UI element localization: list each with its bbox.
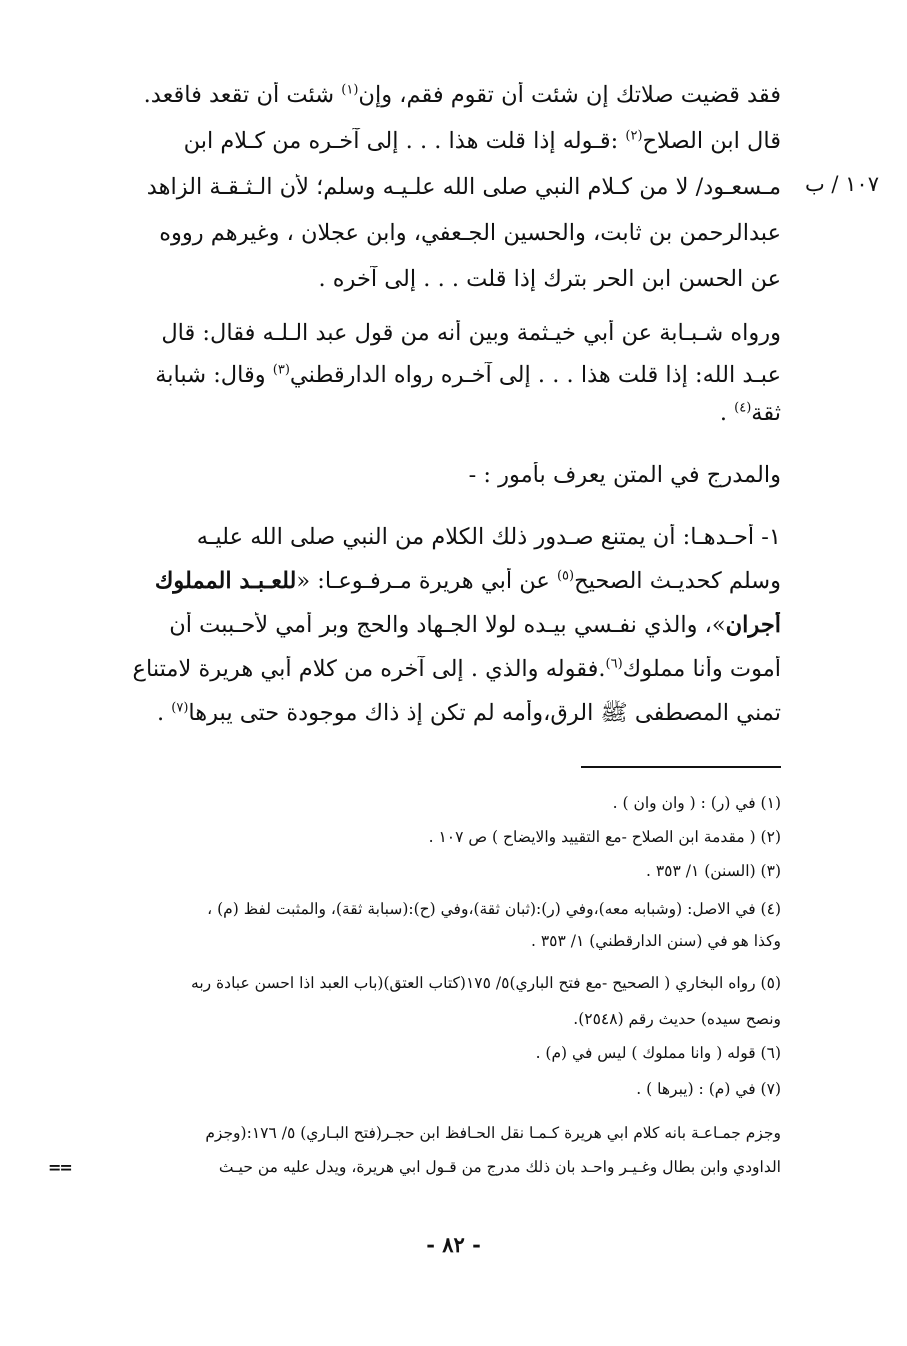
main-line-14-text-a: تمني المصطفى ﷺ الرق،وأمه لم تكن إذ ذاك موجودة حتى يبرها <box>188 700 781 726</box>
main-line-8-text-b: . <box>719 400 735 426</box>
footnote-6: (٦) قوله ( وانا مملوك ) ليس في (م) . <box>535 1044 781 1062</box>
footnote-ref-2[interactable]: (٢) <box>625 128 643 144</box>
main-line-14-text-b: . <box>156 700 172 726</box>
footnote-5: (٥) رواه البخاري ( الصحيح -مع فتح الباري)٥/ ١٧٥(كتاب العتق)(باب العبد اذا احسن عبادة ربه <box>191 974 781 992</box>
hadith-quote-bold-a: للعـبـد المملوك <box>154 568 297 594</box>
main-line-7-text-b: وقال: شبابة <box>155 362 273 388</box>
main-line-6-text: ورواه شـبـابة عن أبي خيـثمة وبين أنه من قول عبد الـلـه فقال: قال <box>161 320 781 346</box>
main-line-11-text-b: عن أبي هريرة مـرفـوعـا: « <box>296 568 557 594</box>
footnote-extra-line-1: وجزم جمـاعـة بانه كلام ابي هريرة كـمـا نقل الحـافظ ابن حجـر(فتح البـاري) ٥/ ١٧٦:(وجزم <box>205 1124 781 1142</box>
footnote-3: (٣) (السنن) ١/ ٣٥٣ . <box>645 862 781 880</box>
footnote-ref-5[interactable]: (٥) <box>556 568 575 584</box>
footnote-5-cont: ونصح سيده) حديث رقم (٢٥٤٨). <box>573 1010 781 1028</box>
continuation-mark: == <box>48 1158 71 1177</box>
main-line-5-text: عن الحسن ابن الحر بترك إذا قلت . . . إلى آخره . <box>318 266 781 292</box>
main-line-13-text-b: .فقوله والذي . إلى آخره من كلام أبي هريرة لامتناع <box>132 656 606 682</box>
footnote-ref-3[interactable]: (٣) <box>272 362 290 378</box>
hadith-quote-bold-b: أجران <box>725 612 781 638</box>
margin-folio-note: ١٠٧ / ب <box>804 172 879 196</box>
main-line-3-text: مـسعـود/ لا من كـلام النبي صلى الله علـيـه وسلم؛ لأن الـثـقـة الزاهد <box>146 174 781 200</box>
main-line-4-text: عبدالرحمن بن ثابت، والحسين الجـعفي، وابن عجلان ، وغيرهم رووه <box>159 220 781 246</box>
footnote-2: (٢) ( مقدمة ابن الصلاح -مع التقييد والايضاح ) ص ١٠٧ . <box>428 828 781 846</box>
footnote-extra-line-2: الداودي وابن بطال وغـيـر واحـد بان ذلك مدرج من قـول ابي هريرة، ويدل عليه من حيـث <box>218 1158 781 1176</box>
main-line-7-text-a: عبـد الله: إذا قلت هذا . . . إلى آخـره رواه الدارقطني <box>289 362 781 388</box>
main-line-11-text-a: وسلم كحديـث الصحيح <box>574 568 781 594</box>
main-line-2-text-b: :قـوله إذا قلت هذا . . . إلى آخـره من كـلام ابن <box>183 128 626 154</box>
footnote-4-cont: وكذا هو في (سنن الدارقطني) ١/ ٣٥٣ . <box>530 932 781 950</box>
footnote-ref-1[interactable]: (١) <box>341 82 359 98</box>
footnote-7: (٧) في (م) : (يبرها ) . <box>636 1080 781 1098</box>
main-line-12-text: »، والذي نفـسي بيـده لولا الجـهاد والحج وبر أمي لأحـببت أن <box>169 612 726 638</box>
footnote-ref-7[interactable]: (٧) <box>171 700 189 716</box>
footnote-1: (١) في (ر) : ( وان وان ) . <box>612 794 781 812</box>
main-line-2-text-a: قال ابن الصلاح <box>642 128 781 154</box>
footnote-ref-4[interactable]: (٤) <box>734 400 752 416</box>
footnote-4: (٤) في الاصل: (وشبابه معه)،وفي (ر):(ثبان ثقة)،وفي (ح):(سبابة ثقة)، والمثبت لفظ (م) ، <box>207 900 781 918</box>
main-line-10-text: ١- أحـدهـا: أن يمتنع صـدور ذلك الكلام من النبي صلى الله عليـه <box>196 524 781 550</box>
main-line-1-text-a: فقد قضيت صلاتك إن شئت أن تقوم فقم، وإن <box>358 82 781 108</box>
main-line-13-text-a: أموت وأنا مملوك <box>622 656 781 682</box>
footnote-ref-6[interactable]: (٦) <box>605 656 623 672</box>
main-line-8-text-a: ثقة <box>751 400 781 426</box>
main-line-1-text-b: شئت أن تقعد فاقعد. <box>143 82 342 108</box>
footnotes-section <box>76 0 781 1200</box>
main-line-9-text: والمدرج في المتن يعرف بأمور : - <box>468 462 781 488</box>
page-number: - ٨٢ - <box>426 1232 481 1257</box>
